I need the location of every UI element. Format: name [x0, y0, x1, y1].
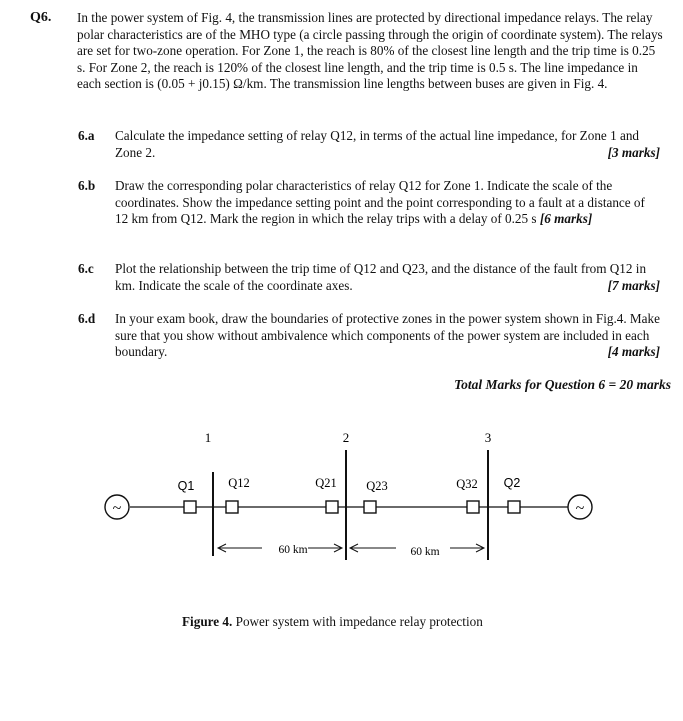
relay-q1-label: Q1 — [177, 479, 195, 493]
relay-q21-label: Q21 — [315, 476, 337, 490]
length-label-2: 60 km — [410, 546, 440, 558]
figure-caption — [182, 614, 483, 630]
part-number: 6.b — [78, 178, 96, 193]
relay-q23-label: Q23 — [366, 479, 388, 493]
part-number: 6.c — [78, 261, 94, 276]
part-marks: [4 marks] — [607, 344, 660, 360]
breaker-q12 — [226, 501, 238, 513]
generator-right-symbol: ~ — [575, 500, 585, 517]
breaker-q32 — [467, 501, 479, 513]
part-marks: [6 marks] — [539, 211, 593, 227]
bus-3-label: 3 — [484, 430, 492, 445]
relay-q12-label: Q12 — [228, 476, 250, 490]
part-marks: [7 marks] — [607, 277, 660, 293]
total-marks: Total Marks for Question 6 = 20 marks — [454, 377, 671, 392]
part-6d — [78, 311, 660, 361]
part-text: In your exam book, draw the boundaries of protective zones in the power system shown in Fig.4. Make sure that you show without ambivalence which components of the power system are included in each boundary. — [115, 311, 660, 360]
part-6a — [78, 128, 660, 161]
relay-q32-label: Q32 — [456, 477, 478, 491]
question-number: Q6. — [30, 10, 52, 25]
breaker-q2 — [508, 501, 520, 513]
question-intro: In the power system of Fig. 4, the transmission lines are protected by directional impedance relays. The relay polar characteristics are of the MHO type (a circle passing through the origin of coordinate system). The relays are set for two-zone operation. For Zone 1, the reach is 80% of the closest line length and the trip time is 0.25 s. For Zone 2, the reach is 120% of the closest line length, and the trip time is 0.5 s. The line impedance in each section is (0.05 + j0.15) Ω/km. The transmission line lengths between buses are given in Fig. 4. — [77, 10, 663, 92]
part-6c — [78, 261, 660, 294]
length-label-1: 60 km — [278, 544, 308, 556]
part-text: Plot the relationship between the trip time of Q12 and Q23, and the distance of the fault from Q12 in km. Indicate the scale of the coordinate axes. — [115, 261, 647, 293]
breaker-q1 — [184, 501, 196, 513]
part-text: Draw the corresponding polar characteristics of relay Q12 for Zone 1. Indicate the scale of the coordinates. Show the impedance setting point and the point corresponding to a fault at a distance of 12 km from Q12. Mark the region in which the relay trips with a delay of 0.25 s — [115, 178, 645, 227]
part-6b — [78, 178, 660, 228]
breaker-q23 — [364, 501, 376, 513]
part-number: 6.a — [78, 128, 95, 143]
caption-text: Power system with impedance relay protection — [235, 614, 483, 629]
generator-left-symbol: ~ — [112, 500, 122, 517]
part-text: Calculate the impedance setting of relay Q12, in terms of the actual line impedance, for Zone 1 and Zone 2. — [115, 128, 640, 160]
part-marks: [3 marks] — [607, 144, 660, 160]
relay-q2-label: Q2 — [503, 476, 521, 490]
bus-2-label: 2 — [342, 430, 350, 445]
power-system-diagram — [0, 420, 683, 600]
caption-label: Figure 4. — [182, 614, 233, 629]
breaker-q21 — [326, 501, 338, 513]
bus-1-label: 1 — [204, 430, 212, 445]
part-number: 6.d — [78, 311, 96, 326]
